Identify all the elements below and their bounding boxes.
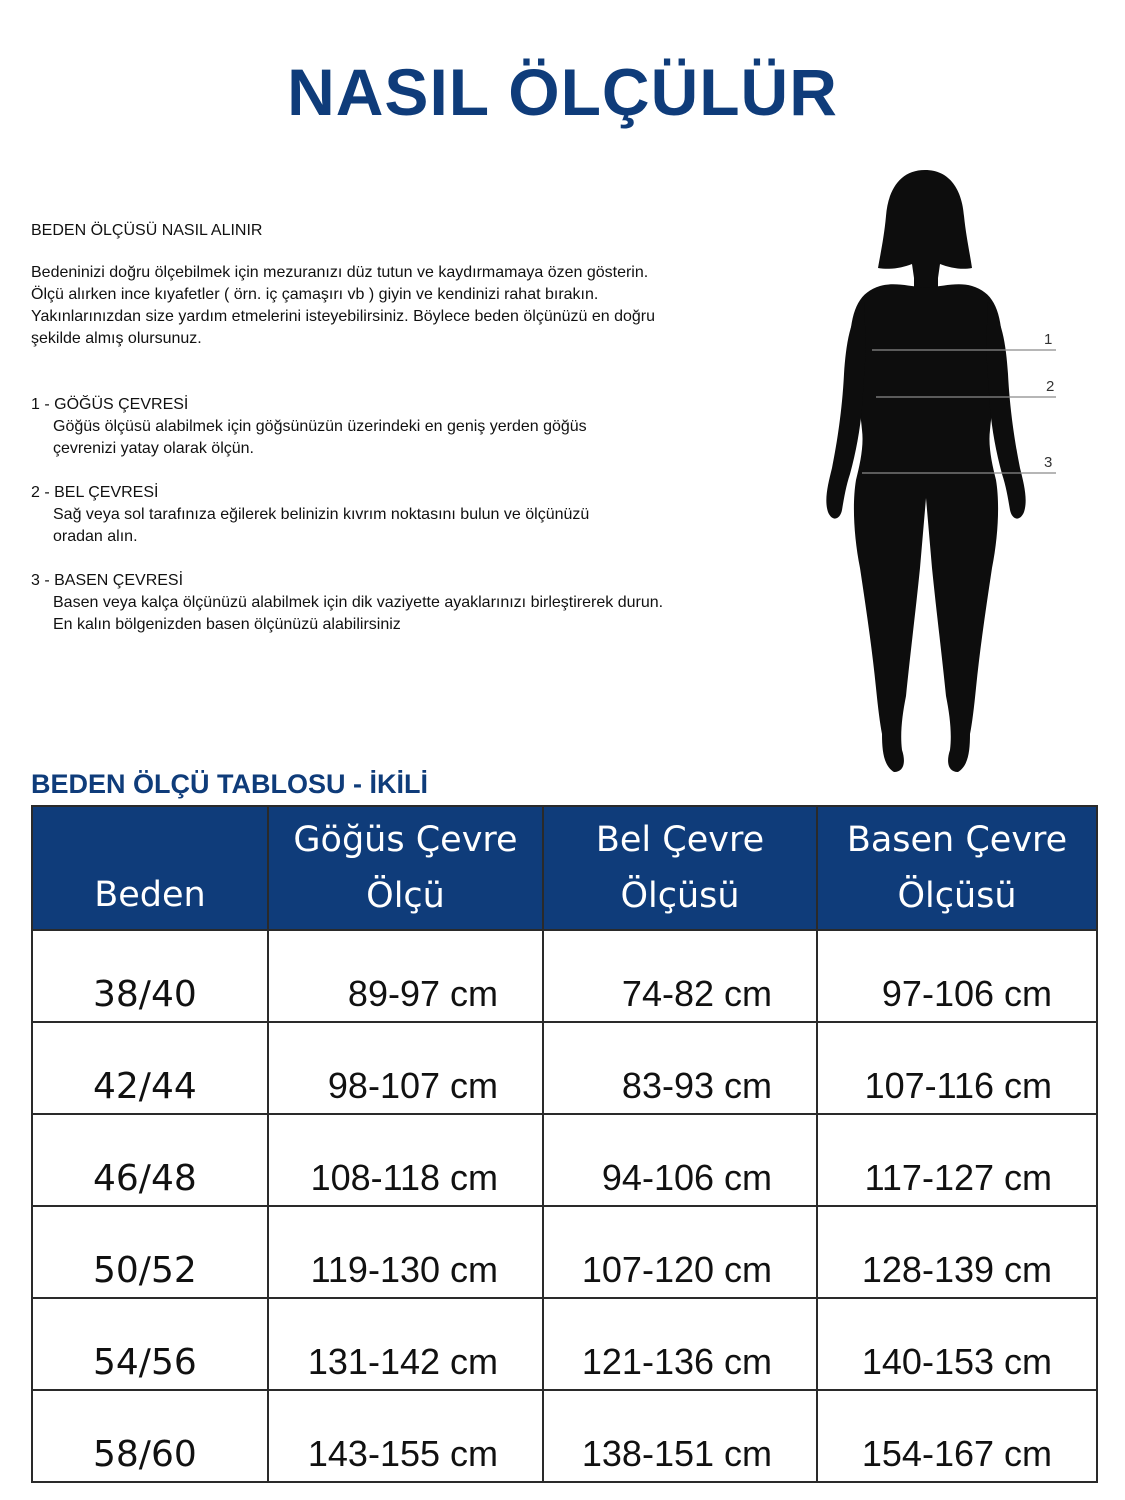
instructions-body: [31, 262, 751, 350]
header-label: Beden: [94, 875, 206, 915]
header-label: Bel Çevre: [595, 820, 765, 860]
table-row: [32, 1390, 1097, 1482]
hip-marker-label: 3: [1044, 454, 1053, 471]
hips-cell: 107-116 cm: [817, 1022, 1097, 1114]
body-silhouette-figure: [820, 168, 1060, 780]
instructions-heading: BEDEN ÖLÇÜSÜ NASIL ALINIR: [31, 222, 263, 239]
section-line: Göğüs ölçüsü alabilmek için göğsünüzün üzerindeki en geniş yerden göğüs: [53, 418, 587, 435]
chest-cell: 98-107 cm: [268, 1022, 543, 1114]
chest-cell: 131-142 cm: [268, 1298, 543, 1390]
waist-cell: 83-93 cm: [543, 1022, 817, 1114]
table-row: [32, 930, 1097, 1022]
instructions-line: Yakınlarınızdan size yardım etmelerini isteyebilirsiniz. Böylece beden ölçünüzü en doğru: [31, 308, 656, 325]
waist-cell: 74-82 cm: [543, 930, 817, 1022]
size-table-header-row: [32, 806, 1097, 930]
waist-cell: 107-120 cm: [543, 1206, 817, 1298]
header-waist: [543, 806, 817, 930]
size-cell: 46/48: [32, 1114, 268, 1206]
section-line: Sağ veya sol tarafınıza eğilerek belinizin kıvrım noktasını bulun ve ölçünüzü: [53, 506, 590, 523]
table-row: [32, 1022, 1097, 1114]
header-label: Ölçü: [366, 876, 445, 916]
chest-cell: 119-130 cm: [268, 1206, 543, 1298]
instructions-line: şekilde almış olursunuz.: [31, 330, 202, 347]
header-chest: [268, 806, 543, 930]
header-size: [32, 806, 268, 930]
hips-cell: 128-139 cm: [817, 1206, 1097, 1298]
waist-cell: 121-136 cm: [543, 1298, 817, 1390]
size-table-caption: BEDEN ÖLÇÜ TABLOSU - İKİLİ: [31, 769, 428, 799]
header-label: Göğüs Çevre: [293, 820, 518, 860]
table-row: [32, 1298, 1097, 1390]
woman-silhouette-icon: [820, 168, 1060, 780]
silhouette-shape: [826, 170, 1025, 772]
header-label: Ölçüsü: [897, 876, 1017, 916]
section-line: Basen veya kalça ölçünüzü alabilmek için dik vaziyette ayaklarınızı birleştirerek durun.: [53, 594, 664, 611]
page-title: NASIL ÖLÇÜLÜR: [287, 55, 838, 129]
measurement-instructions: [31, 220, 751, 658]
header-label: Basen Çevre: [846, 820, 1068, 860]
section-hips: [31, 570, 751, 636]
table-row: [32, 1114, 1097, 1206]
header-hips: [817, 806, 1097, 930]
section-line: çevrenizi yatay olarak ölçün.: [53, 440, 254, 457]
size-cell: 58/60: [32, 1390, 268, 1482]
size-cell: 50/52: [32, 1206, 268, 1298]
size-cell: 42/44: [32, 1022, 268, 1114]
chest-marker-label: 1: [1044, 331, 1053, 348]
section-waist: [31, 482, 751, 548]
waist-cell: 94-106 cm: [543, 1114, 817, 1206]
size-cell: 54/56: [32, 1298, 268, 1390]
section-line: En kalın bölgenizden basen ölçünüzü alabilirsiniz: [53, 616, 401, 633]
hips-cell: 154-167 cm: [817, 1390, 1097, 1482]
chest-cell: 108-118 cm: [268, 1114, 543, 1206]
waist-cell: 138-151 cm: [543, 1390, 817, 1482]
chest-cell: 89-97 cm: [268, 930, 543, 1022]
size-cell: 38/40: [32, 930, 268, 1022]
instructions-line: Ölçü alırken ince kıyafetler ( örn. iç çamaşırı vb ) giyin ve kendinizi rahat bırakın.: [31, 286, 599, 303]
hips-cell: 97-106 cm: [817, 930, 1097, 1022]
hips-cell: 117-127 cm: [817, 1114, 1097, 1206]
chest-cell: 143-155 cm: [268, 1390, 543, 1482]
hips-cell: 140-153 cm: [817, 1298, 1097, 1390]
section-title: 3 - BASEN ÇEVRESİ: [31, 572, 184, 589]
section-line: oradan alın.: [53, 528, 138, 545]
header-label: Ölçüsü: [620, 876, 740, 916]
section-title: 1 - GÖĞÜS ÇEVRESİ: [31, 396, 189, 413]
instructions-line: Bedeninizi doğru ölçebilmek için mezuranızı düz tutun ve kaydırmamaya özen gösterin.: [31, 264, 649, 281]
section-chest: [31, 394, 751, 460]
section-title: 2 - BEL ÇEVRESİ: [31, 484, 159, 501]
waist-marker-label: 2: [1046, 378, 1055, 395]
table-row: [32, 1206, 1097, 1298]
size-table: [31, 805, 1098, 1483]
